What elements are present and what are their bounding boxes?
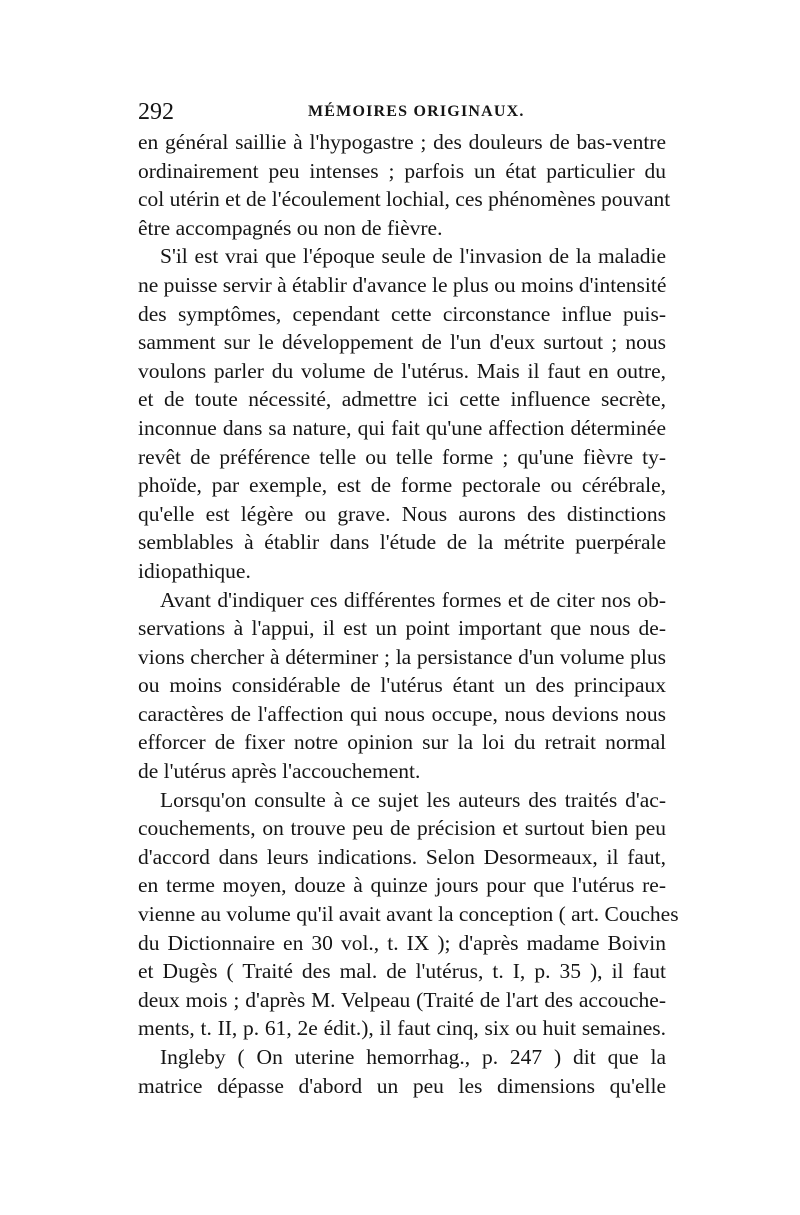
page-number: 292 xyxy=(138,99,174,125)
text-line: qu'elle est légère ou grave. Nous aurons des distinctions xyxy=(138,501,666,526)
text-line: des symptômes, cependant cette circonstance influe puis- xyxy=(138,301,666,326)
text-line: du Dictionnaire en 30 vol., t. IX ); d'après madame Boivin xyxy=(138,930,666,955)
text-line: être accompagnés ou non de fièvre. xyxy=(138,215,443,240)
text-line: idiopathique. xyxy=(138,558,251,583)
running-head xyxy=(138,96,666,128)
text-line: vienne au volume qu'il avait avant la conception ( art. Couches xyxy=(138,902,679,927)
text-line: S'il est vrai que l'époque seule de l'invasion de la maladie xyxy=(160,244,666,269)
text-line: revêt de préférence telle ou telle forme ; qu'une fièvre ty- xyxy=(138,444,666,469)
body-text xyxy=(138,128,679,1100)
text-line: deux mois ; d'après M. Velpeau (Traité de l'art des accouche- xyxy=(138,987,666,1012)
text-line: efforcer de fixer notre opinion sur la loi du retrait normal xyxy=(138,730,666,755)
text-line: Avant d'indiquer ces différentes formes et de citer nos ob- xyxy=(160,587,666,612)
text-line: voulons parler du volume de l'utérus. Mais il faut en outre, xyxy=(138,358,666,383)
text-line: inconnue dans sa nature, qui fait qu'une affection déterminée xyxy=(138,415,666,440)
text-line: et de toute nécessité, admettre ici cette influence secrète, xyxy=(138,387,666,412)
text-line: caractères de l'affection qui nous occupe, nous devions nous xyxy=(138,701,666,726)
text-line: vions chercher à déterminer ; la persistance d'un volume plus xyxy=(138,644,666,669)
text-line: d'accord dans leurs indications. Selon Desormeaux, il faut, xyxy=(138,844,666,869)
text-line: samment sur le développement de l'un d'eux surtout ; nous xyxy=(138,330,666,355)
text-line: et Dugès ( Traité des mal. de l'utérus, t. I, p. 35 ), il faut xyxy=(138,959,666,984)
text-line: servations à l'appui, il est un point important que nous de- xyxy=(138,616,666,641)
text-line: ou moins considérable de l'utérus étant un des principaux xyxy=(138,673,666,698)
running-title: MÉMOIRES ORIGINAUX. xyxy=(308,103,525,120)
text-line: col utérin et de l'écoulement lochial, ces phénomènes pouvant xyxy=(138,187,671,212)
text-line: ments, t. II, p. 61, 2e édit.), il faut cinq, six ou huit semaines. xyxy=(138,1016,666,1041)
text-line: ordinairement peu intenses ; parfois un état particulier du xyxy=(138,158,666,183)
text-line: en terme moyen, douze à quinze jours pour que l'utérus re- xyxy=(138,873,666,898)
text-line: semblables à établir dans l'étude de la métrite puerpérale xyxy=(138,530,666,555)
text-line: ne puisse servir à établir d'avance le plus ou moins d'intensité xyxy=(138,272,667,297)
text-line: de l'utérus après l'accouchement. xyxy=(138,759,421,784)
text-line: matrice dépasse d'abord un peu les dimensions qu'elle xyxy=(138,1073,666,1098)
text-line: en général saillie à l'hypogastre ; des douleurs de bas-ventre xyxy=(138,130,666,154)
text-line: Ingleby ( On uterine hemorrhag., p. 247 ) dit que la xyxy=(160,1045,666,1069)
text-line: Lorsqu'on consulte à ce sujet les auteurs des traités d'ac- xyxy=(160,787,666,812)
text-line: couchements, on trouve peu de précision et surtout bien peu xyxy=(138,816,666,841)
text-line: phoïde, par exemple, est de forme pectorale ou cérébrale, xyxy=(138,473,666,498)
